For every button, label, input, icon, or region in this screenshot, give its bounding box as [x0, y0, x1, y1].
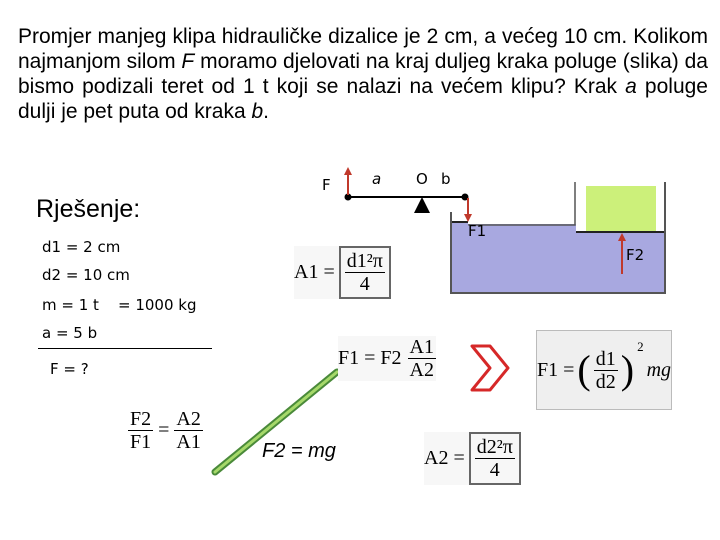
ratio-A-num: A2 [176, 408, 201, 430]
problem-text [18, 24, 708, 124]
fulcrum-icon [414, 197, 430, 213]
equation-F1-lhs: F1 = F2 [338, 347, 402, 369]
result-paren-right: ) [620, 347, 635, 392]
ratio-A-den: A1 [176, 431, 201, 453]
label-O: O [416, 170, 428, 188]
given-d2: d2 = 10 cm [42, 266, 130, 284]
chevron-right-icon [466, 342, 512, 394]
equation-A2 [424, 432, 521, 485]
equation-F1-pressure [338, 336, 436, 381]
ratio-equals: = [158, 419, 170, 441]
result-num: d1 [595, 347, 616, 370]
equation-F2-mg: F2 = mg [262, 440, 336, 462]
label-F: F [322, 176, 331, 194]
problem-var-b: b [251, 100, 264, 123]
given-a: a = 5 b [42, 324, 98, 342]
problem-text-part: . [263, 100, 270, 123]
equation-ratio [128, 408, 203, 453]
equation-A1-den: 4 [359, 273, 370, 295]
equation-F1-den: A2 [409, 359, 434, 381]
equation-A1-lhs: A1 = [294, 261, 335, 283]
equation-A2-lhs: A2 = [424, 447, 465, 469]
problem-var-a: a [625, 75, 637, 98]
solution-heading: Rješenje: [36, 195, 141, 223]
equation-F1-num: A1 [409, 336, 434, 358]
ratio-F-den: F1 [130, 431, 152, 453]
equation-A1-box [339, 246, 391, 299]
result-lhs: F1 = [537, 358, 575, 381]
load-block [586, 186, 656, 232]
equation-A2-den: 4 [489, 459, 500, 481]
problem-text-part: moramo djelovati na kraj duljeg kraka poluge (slika) da bismo podizali teret od 1 t koji se nalazi na većem klipu? Krak [18, 50, 708, 98]
given-divider [38, 348, 212, 349]
given-d1: d1 = 2 cm [42, 238, 121, 256]
problem-text-part: Promjer manjeg klipa hidrauličke dizalice je 2 cm, a većeg 10 cm. Kolikom najmanjom silom [18, 25, 708, 73]
result-exponent: 2 [637, 339, 644, 354]
ratio-F-num: F2 [130, 408, 152, 430]
label-a: a [372, 170, 382, 188]
arrowhead-down-icon [464, 214, 472, 222]
vessel-inner-wall [469, 182, 575, 225]
given-m: m = 1 t [42, 296, 99, 314]
label-F1: F1 [468, 222, 487, 240]
result-den: d2 [595, 370, 616, 393]
result-paren-left: ( [577, 347, 591, 392]
equation-A1-num: d1²π [346, 250, 383, 272]
problem-var-F: F [181, 50, 195, 73]
given-m-kg: = 1000 kg [118, 296, 197, 314]
equation-A2-box [469, 432, 521, 485]
arrowhead-icon [344, 167, 352, 175]
problem-text-part: poluge dulji je pet puta od kraka [18, 75, 708, 123]
given-unknown: F = ? [50, 360, 89, 378]
label-F2: F2 [626, 246, 645, 264]
equation-A2-num: d2²π [476, 436, 513, 458]
result-rhs: mg [646, 358, 672, 381]
label-b: b [441, 170, 451, 188]
result-equation [536, 330, 672, 410]
equation-A1 [294, 246, 391, 299]
